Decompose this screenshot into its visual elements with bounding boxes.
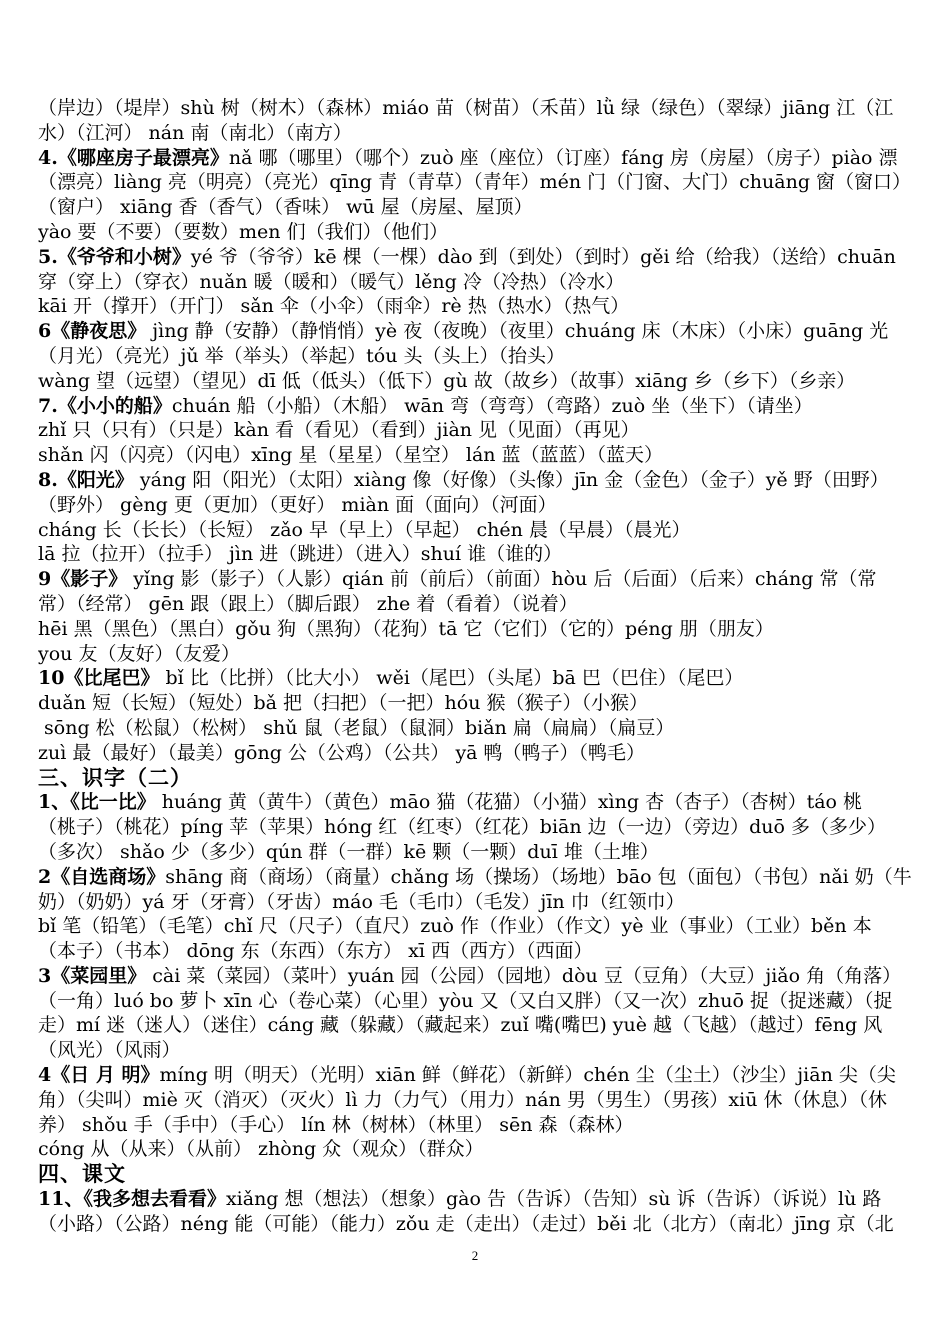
lesson-line: 4.《哪座房子最漂亮》nǎ 哪（哪里）（哪个）zuò 座（座位）（订座）fáng 房（房屋）（房子）piào 漂 — [38, 146, 898, 169]
text-line: （多次） shǎo 少（多少）qún 群（一群）kē 颗（一颗）duī 堆（土堆） — [38, 840, 659, 863]
lesson-line: 11、《我多想去看看》xiǎng 想（想法）（想象）gào 告（告诉）（告知）sù 诉（告诉）（诉说）lù 路 — [38, 1188, 882, 1211]
text-line: （岸边）（堤岸）shù 树（树木）（森林）miáo 苗（树苗）（禾苗）lǜ 绿（绿色）（翠绿）jiāng 江（江 — [38, 97, 894, 119]
text-line: bǐ 笔（铅笔）（毛笔）chǐ 尺（尺子）（直尺）zuò 作（作业）（作文）yè 业（事业）（工业）běn 本 — [38, 915, 872, 938]
lesson-line: 3《菜园里》 cài 菜（菜园）（菜叶）yuán 园（公园）（园地）dòu 豆（豆角）（大豆）jiǎo 角（角落） — [38, 964, 902, 987]
text-line: 奶）（奶奶）yá 牙（牙膏）（牙齿）máo 毛（毛巾）（毛发）jīn 巾（红领巾） — [38, 890, 685, 913]
lesson-title: 4《日 月 明》 — [38, 1064, 160, 1087]
text-line: duǎn 短（长短）（短处）bǎ 把（扫把）（一把）hóu 猴（猴子）（小猴） — [38, 692, 648, 715]
text-line: （月光）（亮光）jǔ 举（举头）（举起）tóu 头（头上）（抬头） — [38, 344, 566, 367]
text-line: hēi 黑（黑色）（黑白）gǒu 狗（黑狗）（花狗）tā 它（它们）（它的）péng 朋（朋友） — [38, 617, 774, 640]
text-line: 常）（经常） gēn 跟（跟上）（脚后跟） zhe 着（看着）（说着） — [38, 592, 578, 615]
lesson-title: 3《菜园里》 — [38, 964, 147, 987]
document-body — [38, 96, 916, 1237]
lesson-line: 4《日 月 明》míng 明（明天）（光明）xiān 鲜（鲜花）（新鲜）chén 尘（尘土）（沙尘）jiān 尖（尖 — [38, 1064, 896, 1087]
lesson-title: 7.《小小的船》 — [38, 394, 172, 417]
section-heading: 三、识字（二） — [38, 764, 192, 790]
text-line: （小路）（公路）néng 能（可能）（能力）zǒu 走（走出）（走过）běi 北（北方）（南北）jīng 京（北 — [38, 1212, 894, 1235]
section-heading: 四、课文 — [38, 1161, 126, 1187]
lesson-title: 11、《我多想去看看》 — [38, 1188, 226, 1211]
lesson-line: 5.《爷爷和小树》yé 爷（爷爷）kē 棵（一棵）dào 到（到处）（到时）gěi 给（给我）（送给）chuān — [38, 245, 896, 268]
text-line: 养） shǒu 手（手中）（手心） lín 林（树林）（林里） sēn 森（森林） — [38, 1113, 634, 1136]
text-line: yào 要（不要）（要数）men 们（我们）（他们） — [38, 220, 449, 243]
lesson-title: 9《影子》 — [38, 568, 128, 591]
lesson-title: 6《静夜思》 — [38, 320, 147, 343]
lesson-title: 8.《阳光》 — [38, 468, 134, 491]
lesson-title: 4.《哪座房子最漂亮》 — [38, 146, 229, 169]
lesson-line: 10《比尾巴》 bǐ 比（比拼）（比大小） wěi（尾巴）（头尾）bā 巴（巴住）（尾巴） — [38, 667, 744, 690]
text-line: 角）（尖叫）miè 灭（消灭）（灭火）lì 力（力气）（用力）nán 男（男生）（男孩）xiū 休（休息）（休 — [38, 1088, 887, 1111]
text-line: 穿（穿上）（穿衣）nuǎn 暖（暖和）（暖气）lěng 冷（冷热）（冷水） — [38, 270, 625, 293]
text-line: shǎn 闪（闪亮）（闪电）xīng 星（星星）（星空） lán 蓝（蓝蓝）（蓝天） — [38, 444, 664, 467]
text-line: cóng 从（从来）（从前） zhòng 众（观众）（群众） — [38, 1138, 484, 1161]
lesson-line: 6《静夜思》 jìng 静（安静）（静悄悄）yè 夜（夜晚）（夜里）chuáng 床（木床）（小床）guāng 光 — [38, 320, 889, 343]
lesson-line: 7.《小小的船》chuán 船（小船）（木船） wān 弯（弯弯）（弯路）zuò 坐（坐下）（请坐） — [38, 394, 813, 417]
lesson-title: 5.《爷爷和小树》 — [38, 245, 191, 268]
text-line: zhǐ 只（只有）（只是）kàn 看（看见）（看到）jiàn 见（见面）（再见） — [38, 419, 640, 442]
text-line: sōng 松（松鼠）（松树） shǔ 鼠（老鼠）（鼠洞）biǎn 扁（扁扁）（扁豆） — [38, 716, 675, 739]
text-line: 水）（江河） nán 南（南北）（南方） — [38, 121, 352, 144]
text-line: （一角）luó bo 萝卜 xīn 心（卷心菜）（心里）yòu 又（又白又胖）（又一次）zhuō 捉（捉迷藏）（捉 — [38, 989, 893, 1012]
lesson-line: 2《自选商场》shāng 商（商场）（商量）chǎng 场（操场）（场地）bāo 包（面包）（书包）nǎi 奶（牛 — [38, 865, 912, 888]
lesson-title: 2《自选商场》 — [38, 865, 166, 888]
lesson-title: 1、《比一比》 — [38, 791, 156, 814]
text-line: （漂亮）liàng 亮（明亮）（亮光）qīng 青（青草）（青年）mén 门（门窗、大门）chuāng 窗（窗口） — [38, 171, 912, 194]
text-line: lā 拉（拉开）（拉手） jìn 进（跳进）（进入）shuí 谁（谁的） — [38, 543, 563, 566]
text-line: kāi 开（撑开）（开门） sǎn 伞（小伞）（雨伞）rè 热（热水）（热气） — [38, 295, 630, 318]
text-line: （风光）（风雨） — [38, 1039, 181, 1062]
page-number: 2 — [471, 1248, 479, 1263]
text-line: （窗户） xiāng 香（香气）（香味） wū 屋（房屋、屋顶） — [38, 196, 533, 219]
text-line: wàng 望（远望）（望见）dī 低（低头）（低下）gù 故（故乡）（故事）xiāng 乡（乡下）（乡亲） — [38, 369, 856, 392]
text-line: you 友（友好）（友爱） — [38, 642, 240, 665]
lesson-line: 8.《阳光》 yáng 阳（阳光）（太阳）xiàng 像（好像）（头像）jīn 金（金色）（金子）yě 野（田野） — [38, 468, 889, 491]
text-line: zuì 最（最好）（最美）gōng 公（公鸡）（公共） yā 鸭（鸭子）（鸭毛） — [38, 741, 646, 764]
lesson-line: 1、《比一比》 huáng 黄（黄牛）（黄色）māo 猫（花猫）（小猫）xìng 杏（杏子）（杏树）táo 桃 — [38, 791, 863, 814]
text-line: （野外） gèng 更（更加）（更好） miàn 面（面向）（河面） — [38, 493, 557, 516]
text-line: （本子）（书本） dōng 东（东西）（东方） xī 西（西方）（西面） — [38, 940, 593, 963]
lesson-title: 10《比尾巴》 — [38, 667, 160, 690]
text-line: cháng 长（长长）（长短） zǎo 早（早上）（早起） chén 晨（早晨）（晨光） — [38, 518, 691, 541]
text-line: （桃子）（桃花）píng 苹（苹果）hóng 红（红枣）（红花）biān 边（一边）（旁边）duō 多（多少） — [38, 816, 887, 839]
text-line: 走）mí 迷（迷人）（迷住）cáng 藏（躲藏）（藏起来）zuǐ 嘴(嘴巴) yuè 越（飞越）（越过）fēng 风 — [38, 1014, 883, 1037]
lesson-line: 9《影子》 yǐng 影（影子）（人影）qián 前（前后）（前面）hòu 后（后面）（后来）cháng 常（常 — [38, 568, 877, 591]
